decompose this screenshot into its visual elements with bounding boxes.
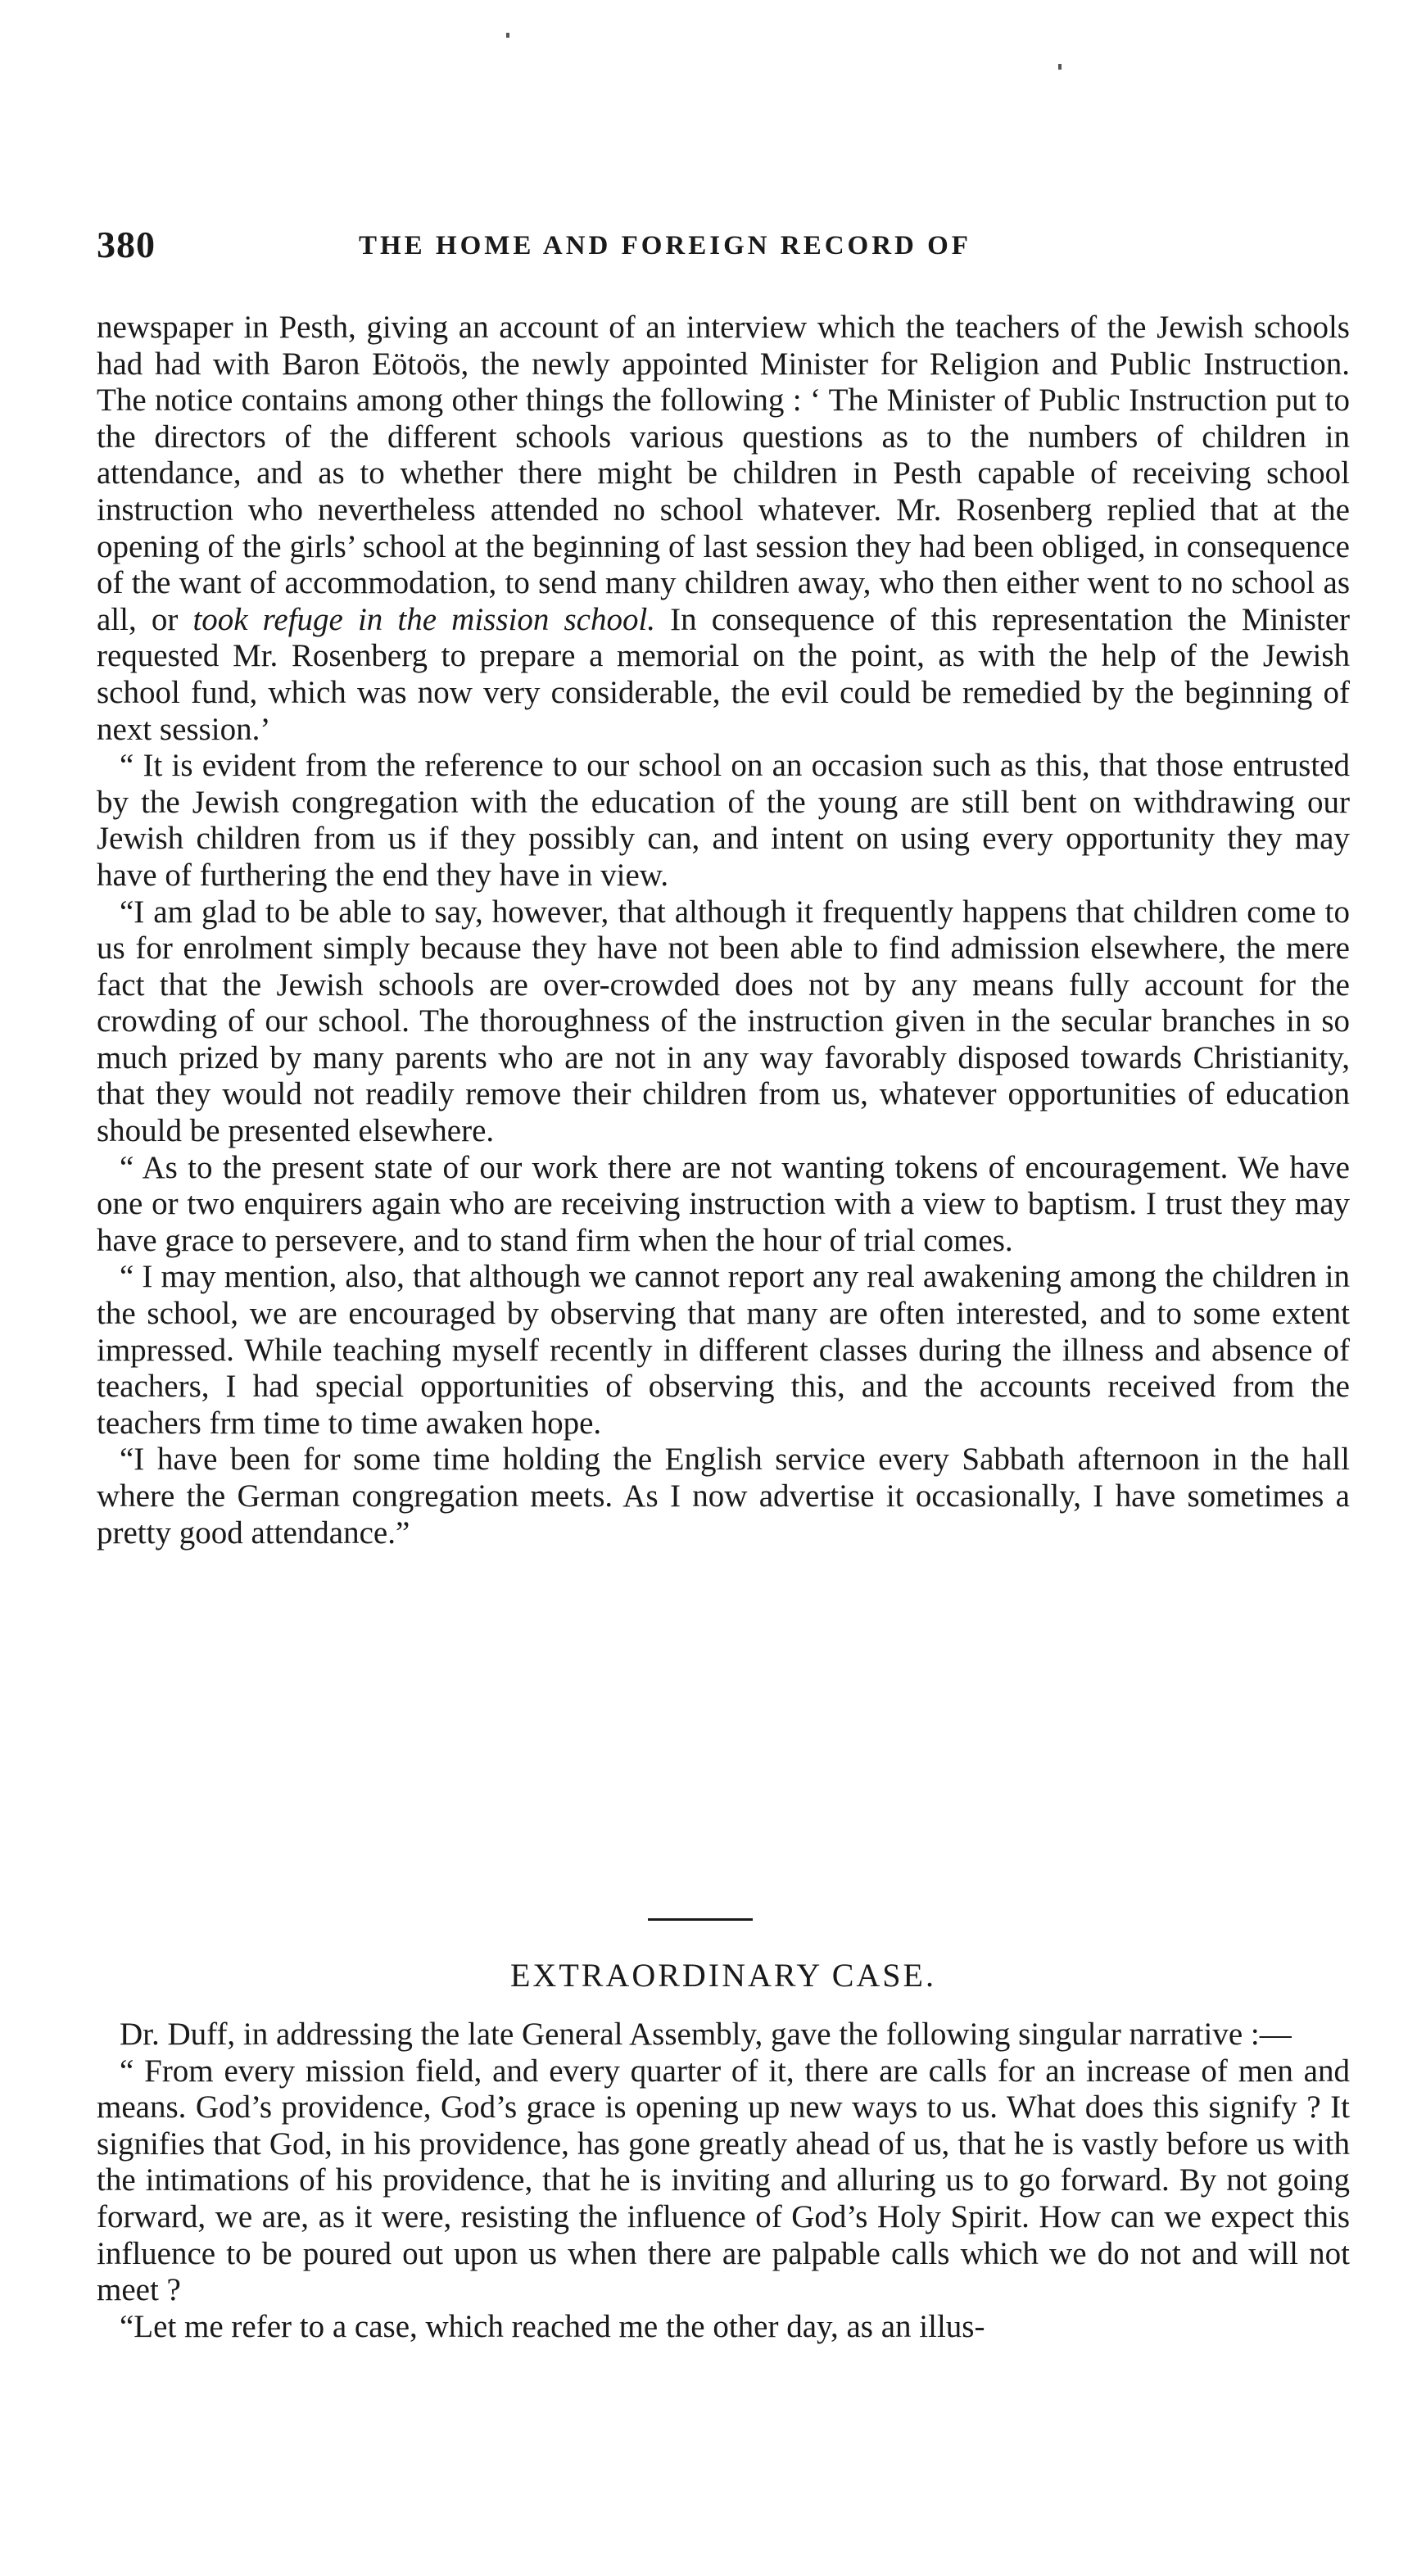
body-text xyxy=(97,310,1350,1551)
body-paragraph xyxy=(97,748,1350,894)
section-divider xyxy=(648,1918,753,1921)
body-paragraph xyxy=(97,310,1350,748)
page-number: 380 xyxy=(97,224,156,265)
section-paragraph: “ From every mission field, and every quarter of it, there are calls for an increase of men and means. God’s providence, God’s grace is opening up new ways to us. What does this signify ? It signifies that God, in his providence, has gone greatly ahead of us, that he is vastly before us with the intimations of his providence, that he is inviting and alluring us to go forward. By not going forward, we are, as it were, resisting the influence of God’s Holy Spirit. How can we expect this influence to be poured out upon us when there are palpable calls which we do not and will not meet ? xyxy=(97,2053,1350,2308)
paragraph-text: “I am glad to be able to say, however, that although it frequently happens that children come to us for enrolment simply because they have not been able to find admission elsewhere, the mere fact that the Jewish schools are over-crowded does not by any means fully account for the crowding of our school. The thoroughness of the instruction given in the secular branches in so much prized by many parents who are not in any way favorably disposed towards Christianity, that they would not readily remove their children from us, whatever opportunities of education should be presented elsewhere. xyxy=(97,894,1350,1149)
section-paragraph: Dr. Duff, in addressing the late General Assembly, gave the following singular narrative :— xyxy=(120,2017,1292,2052)
paragraph-text: “ I may mention, also, that although we cannot report any real awakening among the children in the school, we are encouraged by observing that many are often interested, and to some extent impressed. While teaching myself recently in different classes during the illness and absence of teachers, I had special opportunities of observing this, and the accounts received from the teachers frm time to time awaken hope. xyxy=(97,1259,1350,1441)
page-header xyxy=(97,223,1350,272)
paragraph-text: newspaper in Pesth, giving an account of an interview which the teachers of the Jewish schools had had with Baron Eötoös, the newly appointed Minister for Religion and Public Instruction. The notice contains among other things the following : ‘ The Minister of Public Instruction put to the directors of the different schools various questions as to the numbers of children in attendance, and as to whether there might be children in Pesth capable of receiving school instruction who nevertheless attended no school whatever. Mr. Rosenberg replied that at the opening of the girls’ school at the beginning of last session they had been obliged, in consequence of the want of accommodation, to send many children away, who then either went to no school as all, or xyxy=(97,310,1350,637)
running-head: THE HOME AND FOREIGN RECORD OF xyxy=(359,231,971,260)
section-body xyxy=(97,2017,1350,2345)
paragraph-text: “ It is evident from the reference to our school on an occasion such as this, that those entrusted by the Jewish congregation with the education of the young are still bent on withdrawing our Jewish children from us if they possibly can, and intent on using every opportunity they may have of furthering the end they have in view. xyxy=(97,748,1350,893)
body-paragraph xyxy=(97,894,1350,1150)
italic-text: took refuge in the mission school. xyxy=(192,601,656,637)
print-speck xyxy=(506,33,509,38)
section-title: EXTRAORDINARY CASE. xyxy=(510,1957,936,1994)
body-paragraph xyxy=(97,1259,1350,1442)
body-paragraph xyxy=(97,1442,1350,1551)
print-speck xyxy=(1058,64,1062,70)
paragraph-text: “I have been for some time holding the English service every Sabbath afternoon in the hall where the German congregation meets. As I now advertise it occasionally, I have sometimes a pretty good attendance.” xyxy=(97,1442,1350,1551)
paragraph-text: In consequence of this representation the Minister requested Mr. Rosenberg to prepare a memorial on the point, as with the help of the Jewish school fund, which was now very considerable, the evil could be remedied by the beginning of next session.’ xyxy=(97,601,1351,747)
section-paragraph: “Let me refer to a case, which reached me the other day, as an illus- xyxy=(120,2308,985,2344)
body-paragraph xyxy=(97,1150,1350,1260)
paragraph-text: “ As to the present state of our work there are not wanting tokens of encouragement. We have one or two enquirers again who are receiving instruction with a view to baptism. I trust they may have grace to persevere, and to stand firm when the hour of trial comes. xyxy=(97,1149,1350,1258)
